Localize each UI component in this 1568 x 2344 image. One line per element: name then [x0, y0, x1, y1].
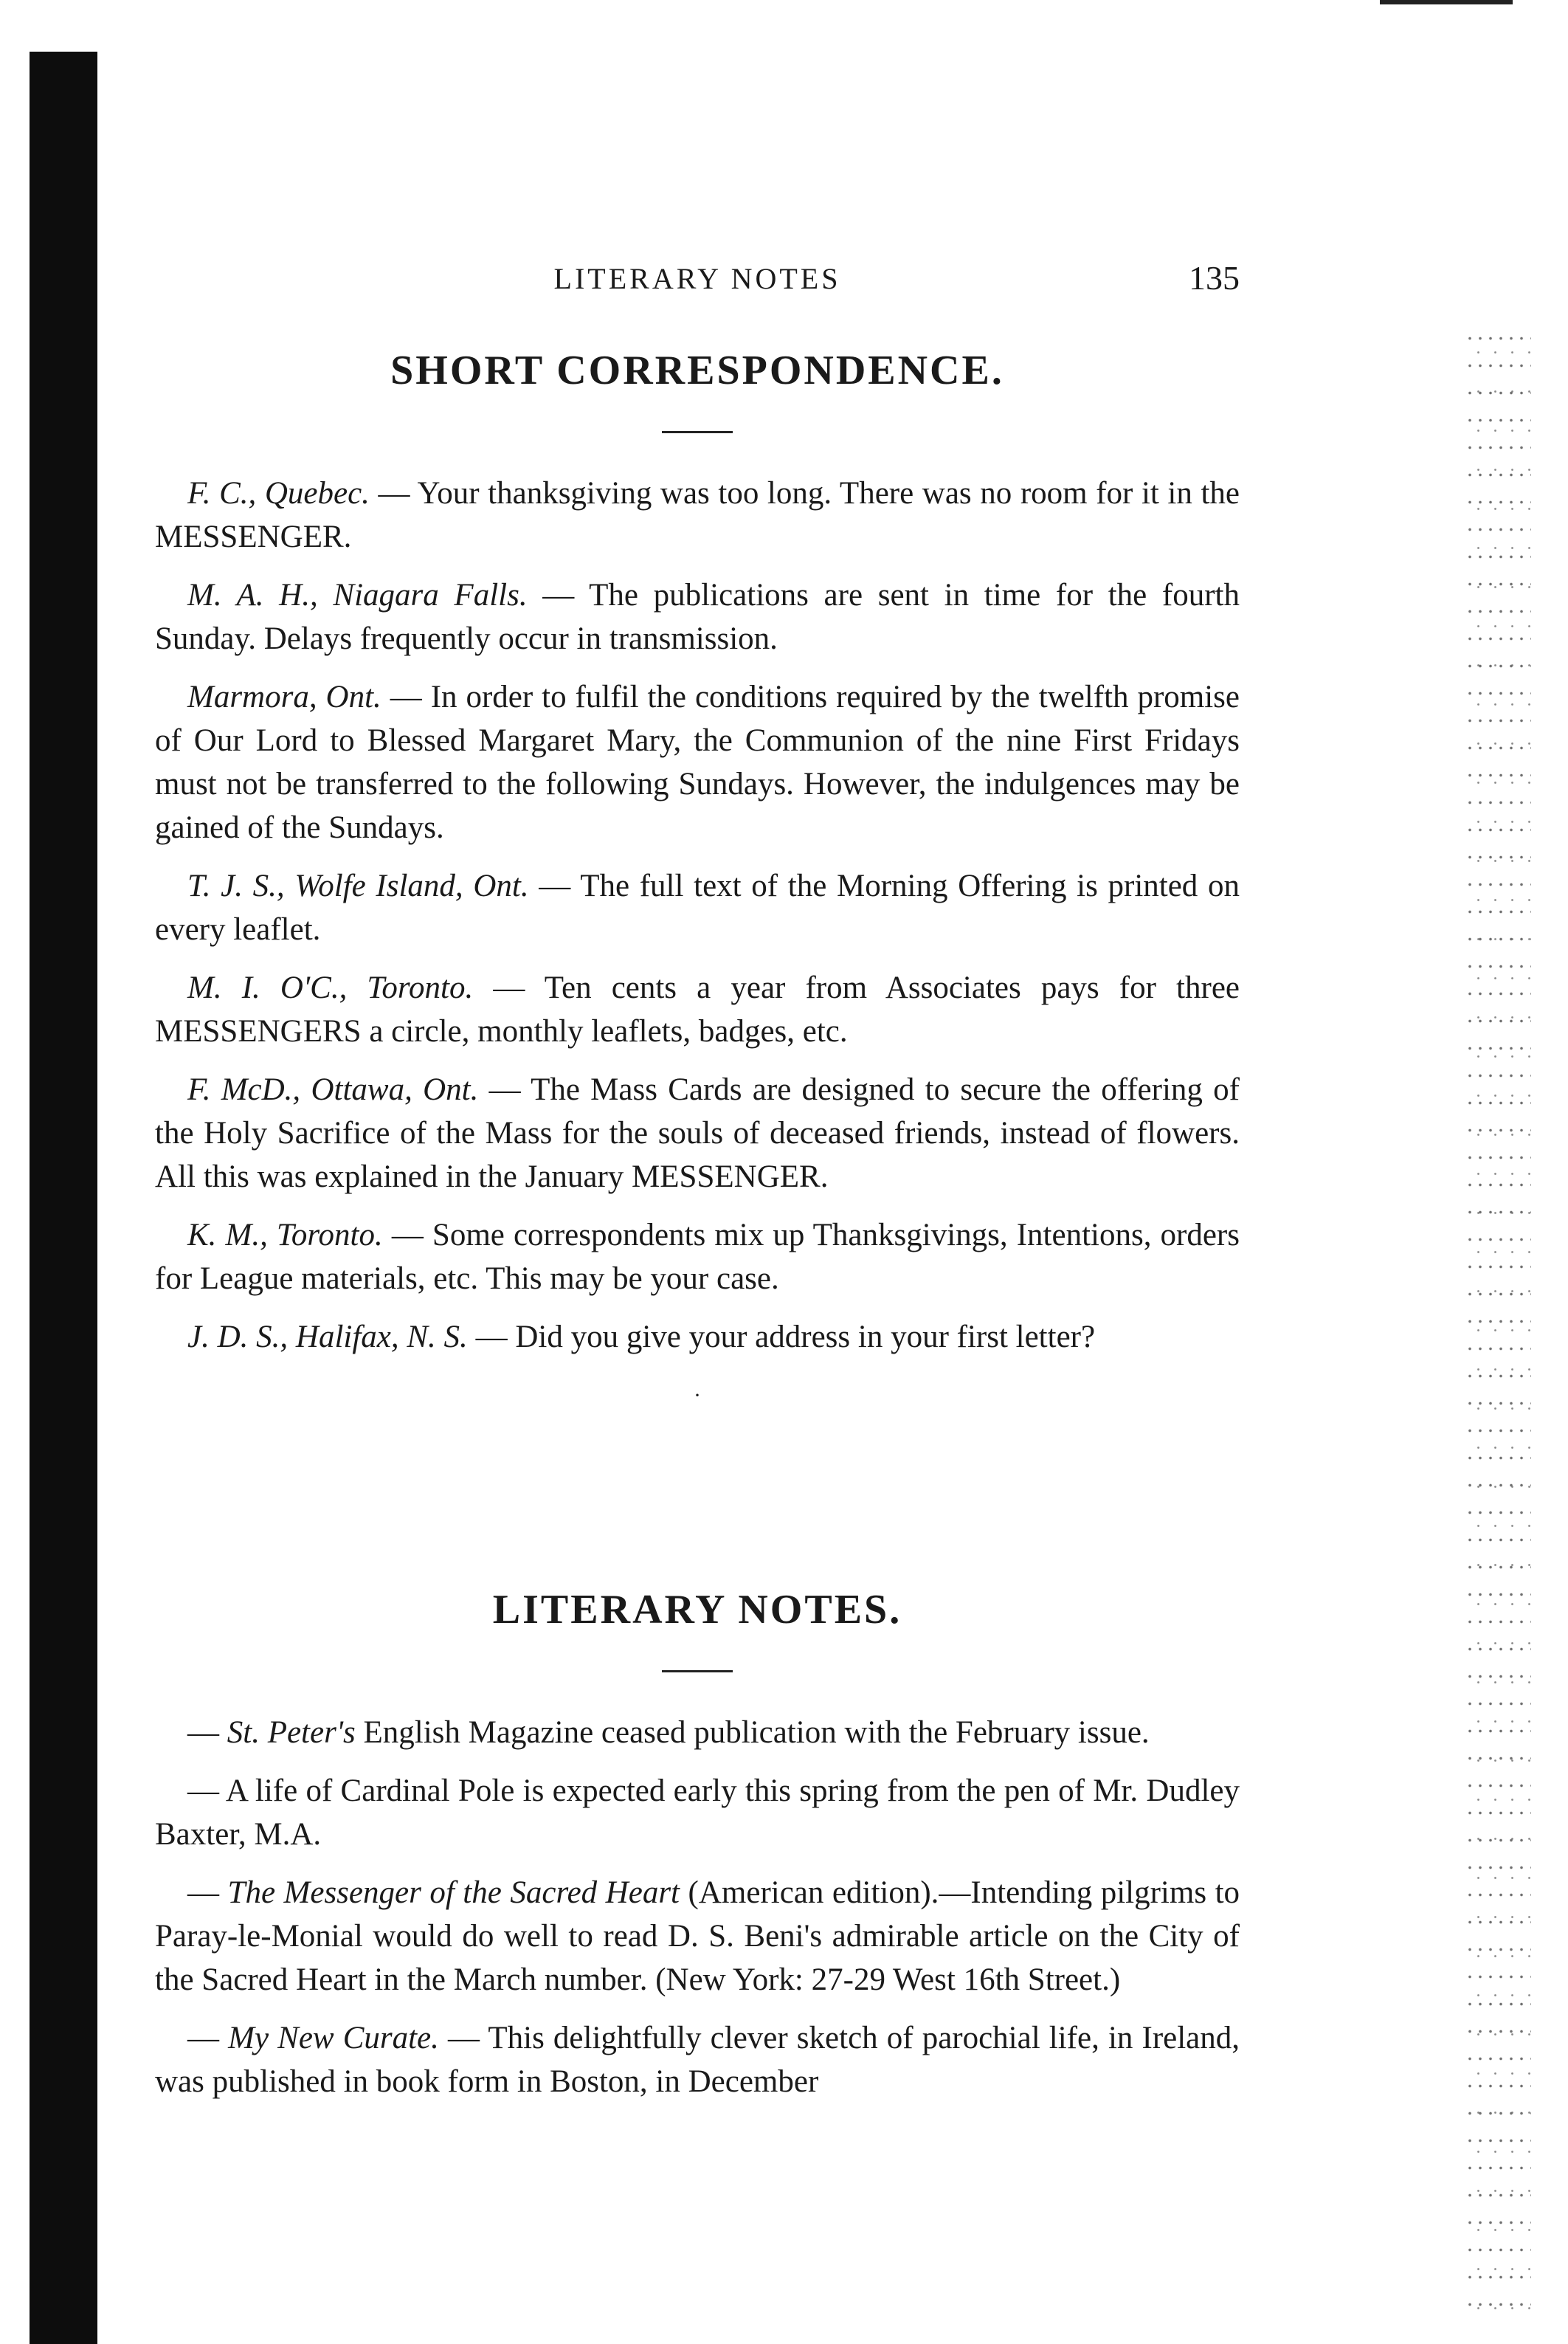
running-head	[155, 251, 1240, 317]
entry-text: Did you give your address in your first letter?	[515, 1320, 1096, 1354]
literary-note-entry: — The Messenger of the Sacred Heart (American edition).—Intending pilgrims to Paray-le-Monial would do well to read D. S. Beni's admirable article on the City of the Sacred Heart in the March number. (New York: 27-29 West 16th Street.)	[155, 1875, 1240, 1997]
correspondence-entry: M. I. O'C., Toronto. — Ten cents a year from Associates pays for three MESSENGERS a circle, monthly leaflets, badges, etc.	[155, 971, 1240, 1049]
note-text: This delightfully clever sketch of parochial life, in Ireland, was published in book form in Boston, in December	[155, 2021, 1240, 2099]
entry-lead: Marmora, Ont.	[187, 680, 381, 714]
separator-dot: ·	[694, 1383, 701, 1407]
entry-text: The publications are sent in time for the fourth Sunday. Delays frequently occur in transmission.	[155, 578, 1240, 656]
section-rule	[662, 431, 733, 433]
entry-lead: K. M., Toronto.	[187, 1218, 383, 1252]
page-body	[155, 251, 1240, 2118]
section-gap	[155, 1418, 1240, 1557]
entry-text: In order to fulfil the conditions required by the twelfth promise of Our Lord to Blessed Margaret Mary, the Communion of the nine First Fridays must not be transferred to the following Sundays. However, the indulgences may be gained of the Sundays.	[155, 680, 1240, 845]
entry-text: Some correspondents mix up Thanksgivings, Intentions, orders for League materials, etc. This may be your case.	[155, 1218, 1240, 1296]
literary-note-entry: — A life of Cardinal Pole is expected early this spring from the pen of Mr. Dudley Baxter, M.A.	[155, 1773, 1240, 1852]
correspondence-entry: Marmora, Ont. — In order to fulfil the conditions required by the twelfth promise of Our Lord to Blessed Margaret Mary, the Communion of the nine First Fridays must not be transferred to the following Sundays. However, the indulgences may be gained of the Sundays.	[155, 680, 1240, 845]
note-lead: My New Curate.	[228, 2021, 439, 2055]
literary-notes-heading: LITERARY NOTES.	[492, 1587, 902, 1633]
note-lead: The Messenger of the Sacred Heart	[227, 1875, 680, 1910]
correspondence-entry: F. C., Quebec. — Your thanksgiving was too long. There was no room for it in the MESSENGER.	[155, 476, 1240, 554]
correspondence-entry: T. J. S., Wolfe Island, Ont. — The full text of the Morning Offering is printed on every leaflet.	[155, 869, 1240, 947]
short-correspondence-heading: SHORT CORRESPONDENCE.	[390, 348, 1004, 393]
page-number: 135	[1189, 259, 1240, 297]
note-lead: St. Peter's	[227, 1715, 356, 1750]
entry-lead: F. McD., Ottawa, Ont.	[187, 1072, 479, 1107]
correspondence-entry: F. McD., Ottawa, Ont. — The Mass Cards are designed to secure the offering of the Holy Sacrifice of the Mass for the souls of deceased friends, instead of flowers. All this was explained in the January MESSENGER.	[155, 1072, 1240, 1194]
scan-edge-noise	[1465, 325, 1531, 2317]
entry-lead: J. D. S., Halifax, N. S.	[187, 1320, 468, 1354]
binding-shadow	[30, 52, 97, 2344]
literary-note-entry: — My New Curate. — This delightfully clever sketch of parochial life, in Ireland, was published in book form in Boston, in December	[155, 2021, 1240, 2099]
correspondence-entry: M. A. H., Niagara Falls. — The publications are sent in time for the fourth Sunday. Delays frequently occur in transmission.	[155, 578, 1240, 656]
entry-lead: M. A. H., Niagara Falls.	[187, 578, 528, 613]
note-text: (American edition).—Intending pilgrims to Paray-le-Monial would do well to read D. S. Beni's admirable article on the City of the Sacred Heart in the March number. (New York: 27-29 West 16th Street.)	[155, 1875, 1240, 1997]
entry-text: The Mass Cards are designed to secure the offering of the Holy Sacrifice of the Mass for the souls of deceased friends, instead of flowers. All this was explained in the January MESSENGER.	[155, 1072, 1240, 1194]
entry-text: The full text of the Morning Offering is printed on every leaflet.	[155, 869, 1240, 947]
entry-text: Your thanksgiving was too long. There was no room for it in the MESSENGER.	[155, 476, 1240, 554]
entry-text: Ten cents a year from Associates pays for three MESSENGERS a circle, monthly leaflets, badges, etc.	[155, 971, 1240, 1049]
entry-lead: M. I. O'C., Toronto.	[187, 971, 474, 1005]
note-text: English Magazine ceased publication with the February issue.	[363, 1715, 1150, 1750]
entry-lead: F. C., Quebec.	[187, 476, 370, 511]
literary-notes-list	[155, 1711, 1240, 2103]
correspondence-entry: K. M., Toronto. — Some correspondents mix up Thanksgivings, Intentions, orders for League materials, etc. This may be your case.	[155, 1218, 1240, 1296]
correspondence-list	[155, 472, 1240, 1359]
entry-lead: T. J. S., Wolfe Island, Ont.	[187, 869, 529, 903]
scan-top-mark	[1380, 0, 1513, 4]
running-title: LITERARY NOTES	[553, 262, 841, 295]
note-text: A life of Cardinal Pole is expected early this spring from the pen of Mr. Dudley Baxter, M.A.	[155, 1773, 1240, 1852]
literary-note-entry: — St. Peter's English Magazine ceased publication with the February issue.	[187, 1715, 1150, 1750]
section-rule	[662, 1670, 733, 1672]
correspondence-entry: J. D. S., Halifax, N. S. — Did you give your address in your first letter?	[187, 1320, 1096, 1354]
